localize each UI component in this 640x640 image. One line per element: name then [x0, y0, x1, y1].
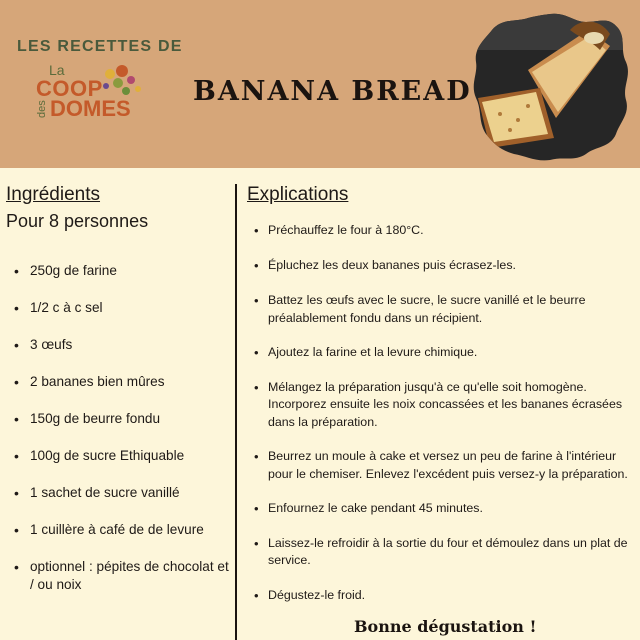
logo-domes: DOMES	[50, 96, 131, 121]
logo-la: La	[49, 62, 65, 78]
servings-label: Pour 8 personnes	[6, 211, 149, 231]
recipe-title: BANANA BREAD	[193, 76, 472, 107]
list-item: • 100g de sucre Ethiquable	[14, 447, 234, 465]
banana-bread-photo	[470, 10, 630, 164]
explanations-heading: Explications	[247, 184, 349, 205]
logo-dots-icon	[96, 64, 156, 100]
step-item: • Dégustez-le froid.	[254, 587, 634, 605]
step-item: • Préchauffez le four à 180°C.	[254, 222, 634, 240]
step-item: • Mélangez la préparation jusqu'à ce qu'elle soit homogène. Incorporez ensuite les noix concassées et les bananes écrasées dans la préparation.	[254, 379, 634, 432]
list-item: • 150g de beurre fondu	[14, 410, 234, 428]
step-item: • Laissez-le refroidir à la sortie du four et démoulez dans un plat de service.	[254, 535, 634, 570]
step-item: • Épluchez les deux bananes puis écrasez-les.	[254, 257, 634, 275]
list-item: • 1/2 c à c sel	[14, 299, 234, 317]
closing-note: Bonne dégustation !	[354, 617, 537, 636]
step-item: • Beurrez un moule à cake et versez un peu de farine à l'intérieur pour le chemiser. Enlevez l'excédent puis versez-y la préparation.	[254, 448, 634, 483]
ingredients-heading: Ingrédients	[6, 184, 101, 205]
steps-list	[254, 222, 634, 604]
list-item: • 1 sachet de sucre vanillé	[14, 484, 234, 502]
header-banner	[0, 0, 640, 168]
list-item: • 3 œufs	[14, 336, 234, 354]
series-label: LES RECETTES DE	[17, 38, 183, 55]
step-item: • Battez les œufs avec le sucre, le sucre vanillé et le beurre préalablement fondu dans un récipient.	[254, 292, 634, 327]
step-item: • Enfournez le cake pendant 45 minutes.	[254, 500, 634, 518]
list-item: • 1 cuillère à café de de levure	[14, 521, 234, 539]
logo-coop: COOP	[36, 76, 103, 101]
ingredient-list	[14, 262, 234, 613]
list-item: • 250g de farine	[14, 262, 234, 280]
list-item: • optionnel : pépites de chocolat et / ou noix	[14, 558, 234, 594]
list-item: • 2 bananes bien mûres	[14, 373, 234, 391]
logo-des: des	[36, 100, 48, 118]
column-divider	[235, 184, 237, 640]
step-item: • Ajoutez la farine et la levure chimique.	[254, 344, 634, 362]
